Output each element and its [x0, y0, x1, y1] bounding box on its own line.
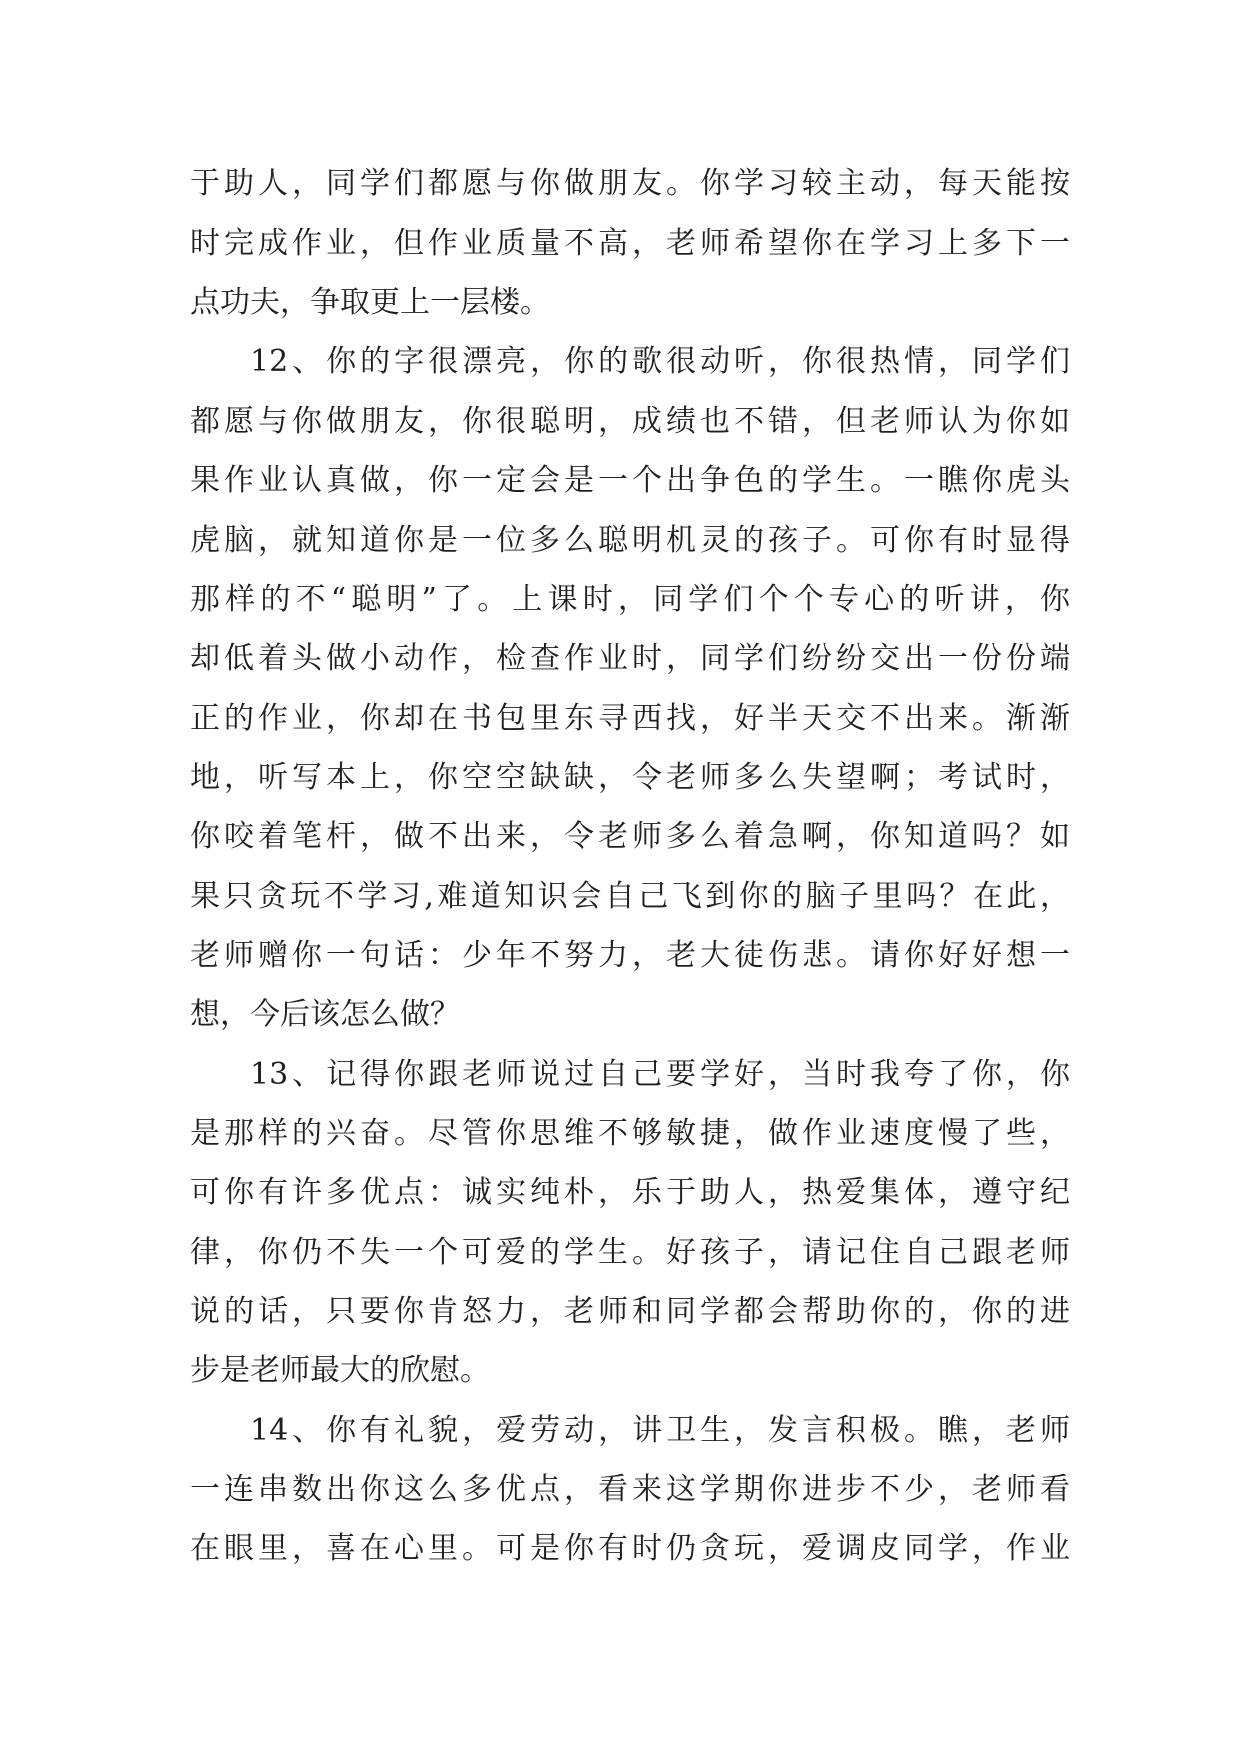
text-line: 点功夫，争取更上一层楼。 — [190, 285, 550, 320]
text-line: 果作业认真做，你一定会是一个出争色的学生。一瞧你虎头 — [190, 463, 1070, 498]
text-line: 果只贪玩不学习,难道知识会自己飞到你的脑子里吗？在此， — [190, 879, 1070, 914]
paragraph-start-line: 14、你有礼貌，爱劳动，讲卫生，发言积极。瞧，老师 — [250, 1413, 1070, 1448]
text-line: 在眼里，喜在心里。可是你有时仍贪玩，爱调皮同学，作业 — [190, 1531, 1070, 1566]
text-line: 想，今后该怎么做？ — [190, 997, 460, 1032]
text-line: 地，听写本上，你空空缺缺，令老师多么失望啊；考试时， — [190, 760, 1070, 795]
text-line: 律，你仍不失一个可爱的学生。好孩子，请记住自己跟老师 — [190, 1235, 1070, 1270]
text-line: 时完成作业，但作业质量不高，老师希望你在学习上多下一 — [190, 226, 1070, 261]
text-line: 一连串数出你这么多优点，看来这学期你进步不少，老师看 — [190, 1472, 1070, 1507]
text-line: 步是老师最大的欣慰。 — [190, 1353, 490, 1388]
text-line: 那样的不“聪明”了。上课时，同学们个个专心的听讲，你 — [190, 582, 1070, 617]
paragraph-start-line: 12、你的字很漂亮，你的歌很动听，你很热情，同学们 — [250, 344, 1070, 379]
text-line: 老师赠你一句话：少年不努力，老大徒伤悲。请你好好想一 — [190, 938, 1070, 973]
text-line: 于助人，同学们都愿与你做朋友。你学习较主动，每天能按 — [190, 166, 1070, 201]
text-line: 说的话，只要你肯怒力，老师和同学都会帮助你的，你的进 — [190, 1294, 1070, 1329]
paragraph-start-line: 13、记得你跟老师说过自己要学好，当时我夸了你，你 — [250, 1057, 1070, 1092]
text-line: 都愿与你做朋友，你很聪明，成绩也不错，但老师认为你如 — [190, 404, 1070, 439]
text-line: 可你有许多优点：诚实纯朴，乐于助人，热爱集体，遵守纪 — [190, 1175, 1070, 1210]
text-line: 虎脑，就知道你是一位多么聪明机灵的孩子。可你有时显得 — [190, 523, 1070, 558]
text-line: 正的作业，你却在书包里东寻西找，好半天交不出来。渐渐 — [190, 701, 1070, 736]
text-line: 却低着头做小动作，检查作业时，同学们纷纷交出一份份端 — [190, 641, 1070, 676]
text-line: 你咬着笔杆，做不出来，令老师多么着急啊，你知道吗？如 — [190, 819, 1070, 854]
text-line: 是那样的兴奋。尽管你思维不够敏捷，做作业速度慢了些， — [190, 1116, 1070, 1151]
